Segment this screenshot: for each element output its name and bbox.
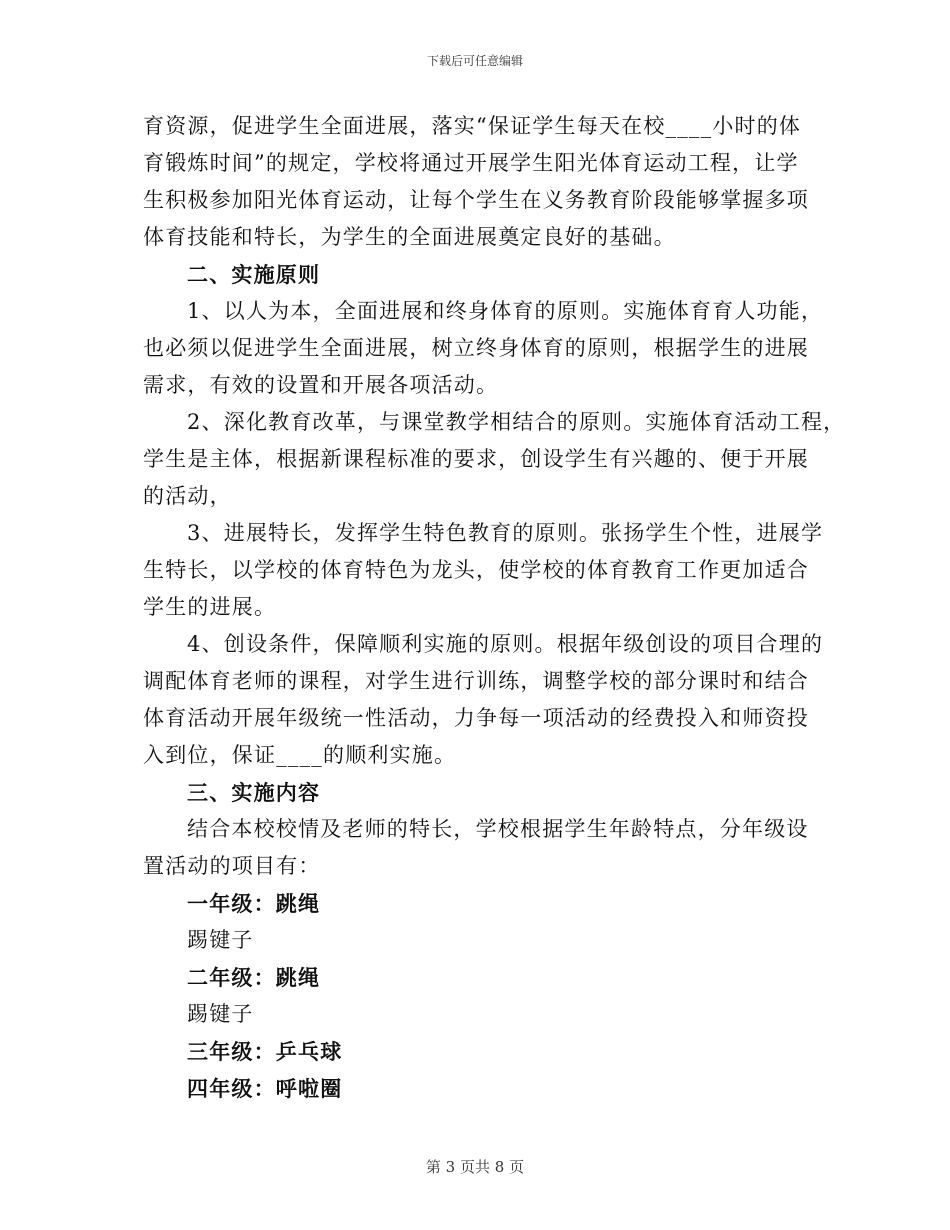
section-heading: 二、实施原则 [187, 262, 321, 287]
text-line: 结合本校校情及老师的特长，学校根据学生年龄特点，分年级设 [187, 817, 809, 841]
activity-item: 踢键子 [187, 928, 254, 952]
text-line: 体育活动开展年级统一性活动，力争每一项活动的经费投入和师资投 [143, 706, 809, 730]
text-line: 2、深化教育改革，与课堂教学相结合的原则。实施体育活动工程， [187, 410, 846, 434]
text-line: 入到位，保证____的顺利实施。 [143, 743, 457, 767]
text-line: 需求，有效的设置和开展各项活动。 [143, 373, 499, 397]
text-line: 体育技能和特长，为学生的全面进展奠定良好的基础。 [143, 225, 676, 249]
text-line: 育锻炼时间”的规定，学校将通过开展学生阳光体育运动工程，让学 [143, 151, 799, 175]
activity-item: 踢键子 [187, 1002, 254, 1026]
text-line: 学生是主体，根据新课程标准的要求，创设学生有兴趣的、便于开展 [143, 447, 809, 471]
text-line: 4、创设条件，保障顺利实施的原则。根据年级创设的项目合理的 [187, 632, 824, 656]
section-heading: 三、实施内容 [187, 780, 321, 805]
text-line: 3、进展特长，发挥学生特色教育的原则。张扬学生个性，进展学 [187, 521, 824, 545]
grade-heading: 三年级：乒乓球 [187, 1039, 343, 1064]
text-line: 置活动的项目有： [143, 854, 321, 878]
page-header: 下载后可任意编辑 [426, 54, 523, 68]
page-footer: 第 3 页共 8 页 [425, 1158, 525, 1176]
text-line: 1、以人为本，全面进展和终身体育的原则。实施体育育人功能， [187, 299, 824, 323]
text-line: 育资源，促进学生全面进展，落实“保证学生每天在校____小时的体 [143, 114, 802, 138]
document-body [143, 108, 846, 1107]
text-line: 的活动， [143, 484, 232, 508]
text-line: 生特长，以学校的体育特色为龙头，使学校的体育教育工作更加适合 [143, 558, 809, 582]
grade-heading: 一年级：跳绳 [187, 891, 321, 916]
text-line: 学生的进展。 [143, 595, 277, 619]
text-line: 也必须以促进学生全面进展，树立终身体育的原则，根据学生的进展 [143, 336, 809, 360]
text-line: 生积极参加阳光体育运动，让每个学生在义务教育阶段能够掌握多项 [143, 188, 809, 212]
grade-heading: 四年级：呼啦圈 [187, 1076, 343, 1101]
text-line: 调配体育老师的课程，对学生进行训练，调整学校的部分课时和结合 [143, 669, 809, 693]
grade-heading: 二年级：跳绳 [187, 965, 321, 990]
